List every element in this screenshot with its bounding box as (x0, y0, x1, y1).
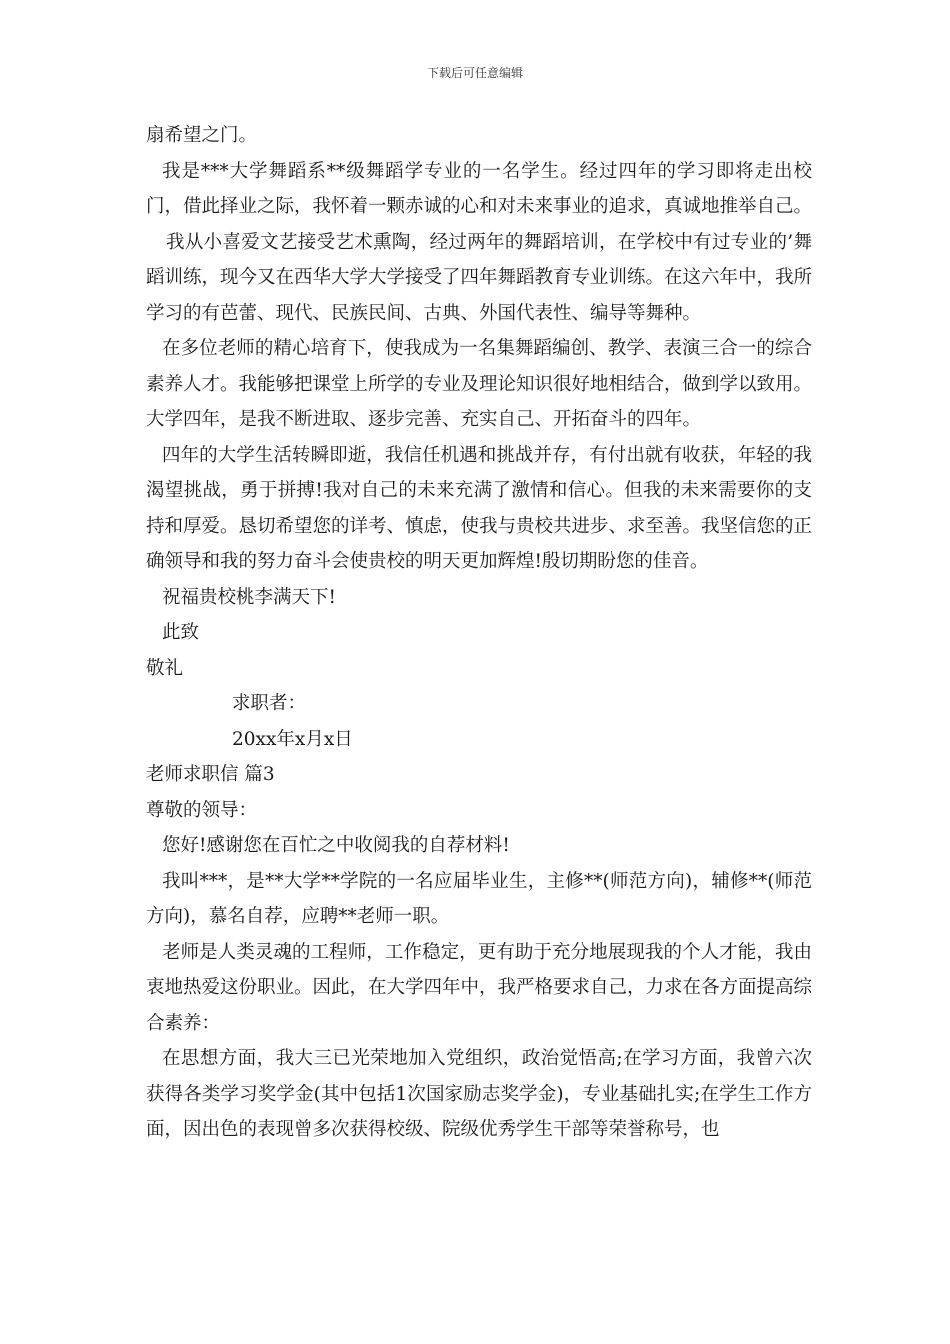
document-body (146, 118, 812, 1148)
section-title: 老师求职信 篇3 (146, 764, 275, 785)
paragraph-applicant-intro: 我叫***，是**大学**学院的一名应届毕业生，主修**(师范方向)，辅修**(师范方向)，慕名自荐，应聘**老师一职。 (146, 870, 812, 927)
signature-date: 20xx年x月x日 (232, 728, 353, 750)
page-header: 下载后可任意编辑 (426, 66, 523, 80)
closing-wish: 祝福贵校桃李满天下! (162, 586, 336, 608)
paragraph-university-life: 四年的大学生活转瞬即逝，我信任机遇和挑战并存，有付出就有收获，年轻的我渴望挑战，勇于拼搏!我对自己的未来充满了激情和信心。但我的未来需要你的支持和厚爱。恳切希望您的详考、慎虑，使我与贵校共进步、求至善。我坚信您的正确领导和我的努力奋斗会使贵校的明天更加辉煌!殷切期盼您的佳音。 (146, 444, 813, 572)
closing-regards: 敬礼 (146, 657, 184, 679)
paragraph-opening-fragment: 扇希望之门。 (146, 125, 258, 146)
paragraph-teachers-training: 在多位老师的精心培育下，使我成为一名集舞蹈编创、教学、表演三合一的综合素养人才。我能够把课堂上所学的专业及理论知识很好地相结合，做到学以致用。大学四年，是我不断进取、逐步完善、充实自己、开拓奋斗的四年。 (146, 338, 813, 430)
paragraph-achievements: 在思想方面，我大三已光荣地加入党组织，政治觉悟高;在学习方面，我曾六次获得各类学习奖学金(其中包括1次国家励志奖学金)，专业基础扎实;在学生工作方面，因出色的表现曾多次获得校级、院级优秀学生干部等荣誉称号，也 (146, 1048, 812, 1140)
signature-applicant: 求职者： (232, 693, 307, 714)
paragraph-self-introduction: 我是***大学舞蹈系**级舞蹈学专业的一名学生。经过四年的学习即将走出校门，借此择业之际，我怀着一颗赤诚的心和对未来事业的追求，真诚地推举自己。 (146, 160, 813, 217)
paragraph-teacher-profession: 老师是人类灵魂的工程师，工作稳定，更有助于充分地展现我的个人才能，我由衷地热爱这份职业。因此，在大学四年中，我严格要求自己，力求在各方面提高综合素养： (146, 941, 813, 1034)
letter-greeting: 尊敬的领导： (146, 799, 258, 821)
paragraph-thanks: 您好!感谢您在百忙之中收阅我的自荐材料! (162, 835, 510, 856)
closing-salutation: 此致 (162, 622, 200, 643)
paragraph-dance-background: 我从小喜爱文艺接受艺术熏陶，经过两年的舞蹈培训，在学校中有过专业的’舞蹈训练，现今又在西华大学大学接受了四年舞蹈教育专业训练。在这六年中，我所学习的有芭蕾、现代、民族民间、古典、外国代表性、编导等舞种。 (146, 231, 813, 324)
